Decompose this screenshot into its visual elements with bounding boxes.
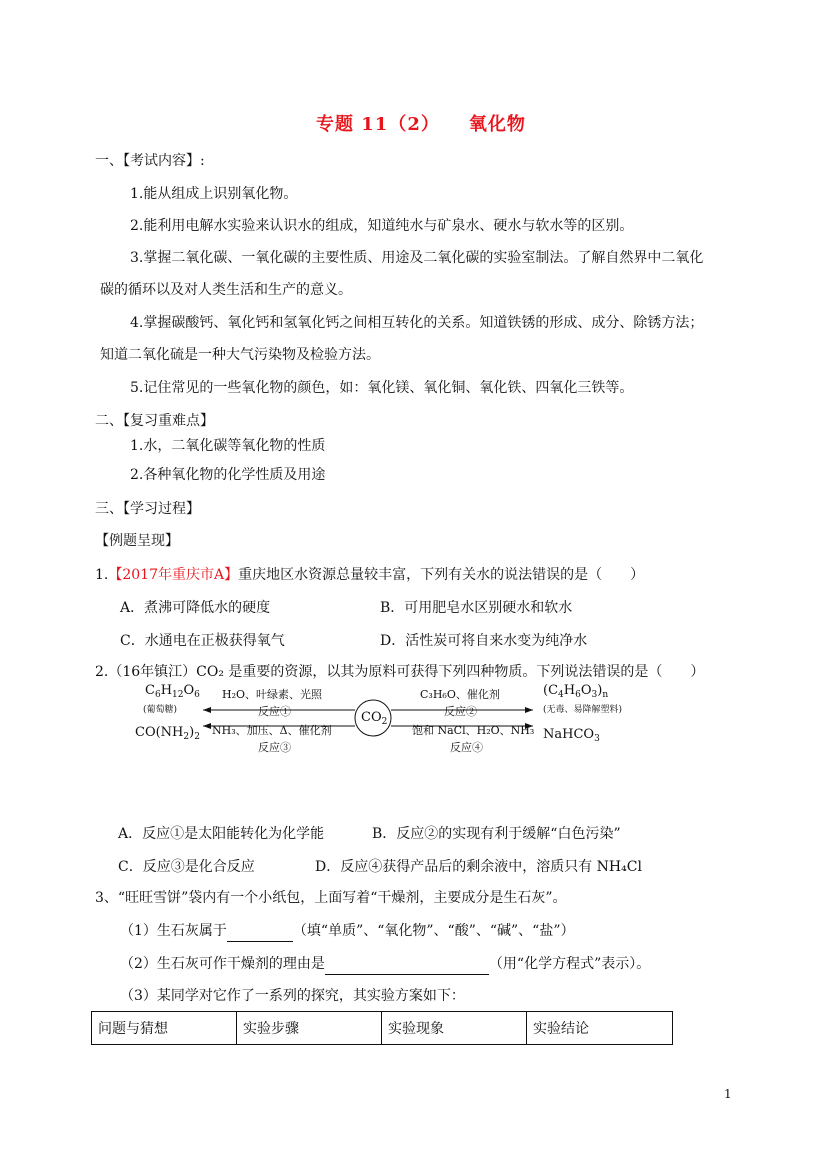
urea-formula: $CO(NH_2)_2$ — [135, 725, 200, 742]
q2-option-d: D．反应④获得产品后的剩余液中，溶质只有 NH₄Cl — [315, 859, 642, 875]
page-title: 专题 11（2） 氧化物 — [316, 114, 526, 135]
reaction-3-label: 反应③ — [258, 741, 291, 754]
q2-option-b: B．反应②的实现有利于缓解“白色污染” — [372, 826, 621, 842]
question-1-number: 1. — [95, 567, 109, 583]
exam-item-3-cont: 碳的循环以及对人类生活和生产的意义。 — [100, 282, 352, 298]
key-point-1: 1.水，二氧化碳等氧化物的性质 — [130, 438, 326, 454]
table-header-cell: 实验结论 — [527, 1012, 673, 1045]
q1-option-b: B．可用肥皂水区别硬水和软水 — [380, 600, 573, 616]
q3-part-2: （2）生石灰可作干燥剂的理由是 （用“化学方程式”表示）。 — [120, 953, 650, 975]
page-number: 1 — [724, 1087, 732, 1101]
polymer-note: (无毒、易降解塑料) — [543, 705, 623, 715]
q1-option-a: A．煮沸可降低水的硬度 — [120, 600, 271, 616]
q1-option-c: C．水通电在正极获得氧气 — [120, 633, 285, 649]
question-1-stem: 重庆地区水资源总量较丰富，下列有关水的说法错误的是（ ） — [238, 567, 645, 583]
q3-part-3: （3）某同学对它作了一系列的探究，其实验方案如下： — [120, 988, 465, 1004]
co2-center-label: $CO_2$ — [361, 710, 388, 727]
q2-option-a: A．反应①是太阳能转化为化学能 — [118, 826, 325, 842]
exam-item-2: 2.能利用电解水实验来认识水的组成，知道纯水与矿泉水、硬水与软水等的区别。 — [130, 218, 634, 234]
q1-option-d: D．活性炭可将自来水变为纯净水 — [380, 633, 588, 649]
reaction-2-condition: C₃H₆O、催化剂 — [420, 688, 500, 701]
reaction-1-condition: H₂O、叶绿素、光照 — [222, 688, 323, 701]
table-header-cell: 实验现象 — [382, 1012, 527, 1045]
table-row — [92, 1012, 673, 1045]
table-header-cell: 问题与猜想 — [92, 1012, 237, 1045]
reaction-2-label: 反应② — [444, 705, 477, 718]
polymer-formula: $(C_4H_6O_3)_n$ — [543, 683, 609, 700]
question-1-source: 【2017年重庆市A】 — [108, 567, 239, 583]
question-3-stem: 3、“旺旺雪饼”袋内有一个小纸包，上面写着“干燥剂，主要成分是生石灰”。 — [95, 890, 567, 906]
reaction-3-condition: NH₃、加压、Δ、催化剂 — [212, 724, 332, 737]
exam-item-3: 3.掌握二氧化碳、一氧化碳的主要性质、用途及二氧化碳的实验室制法。了解自然界中二氧化 — [130, 250, 704, 266]
reaction-4-label: 反应④ — [450, 741, 483, 754]
question-1 — [95, 564, 644, 584]
exam-item-4: 4.掌握碳酸钙、氧化钙和氢氧化钙之间相互转化的关系。知道铁锈的形成、成分、除锈方法； — [130, 315, 704, 331]
question-2-stem: 2.（16年镇江）CO₂ 是重要的资源，以其为原料可获得下列四种物质。下列说法错误的是（ ） — [95, 664, 705, 680]
table-header-cell: 实验步骤 — [237, 1012, 382, 1045]
exam-item-5: 5.记住常见的一些氧化物的颜色，如：氧化镁、氧化铜、氧化铁、四氧化三铁等。 — [130, 380, 634, 396]
exam-item-1: 1.能从组成上识别氧化物。 — [130, 186, 298, 202]
q3-part-1-blank[interactable] — [227, 925, 293, 942]
key-point-2: 2.各种氧化物的化学性质及用途 — [130, 467, 326, 483]
q3-part-2-blank[interactable] — [325, 958, 489, 975]
section-heading-learning: 三、【学习过程】 — [95, 501, 200, 517]
example-heading: 【例题呈现】 — [95, 533, 179, 549]
reaction-1-label: 反应① — [258, 705, 291, 718]
glucose-formula: $C_6H_{12}O_6$ — [145, 683, 200, 700]
reaction-4-condition: 饱和 NaCl、H₂O、NH₃ — [412, 724, 535, 737]
section-heading-exam-content: 一、【考试内容】: — [95, 153, 205, 169]
q3-part-1: （1）生石灰属于 （填“单质”、“氧化物”、“酸”、“碱”、“盐”） — [120, 920, 575, 942]
section-heading-key-points: 二、【复习重难点】 — [95, 413, 214, 429]
glucose-note: (葡萄糖) — [143, 705, 178, 715]
q2-option-c: C．反应③是化合反应 — [118, 859, 255, 875]
experiment-table — [91, 1011, 673, 1045]
bicarbonate-formula: NaHCO$_3$ — [543, 727, 600, 744]
exam-item-4-cont: 知道二氧化硫是一种大气污染物及检验方法。 — [100, 347, 380, 363]
